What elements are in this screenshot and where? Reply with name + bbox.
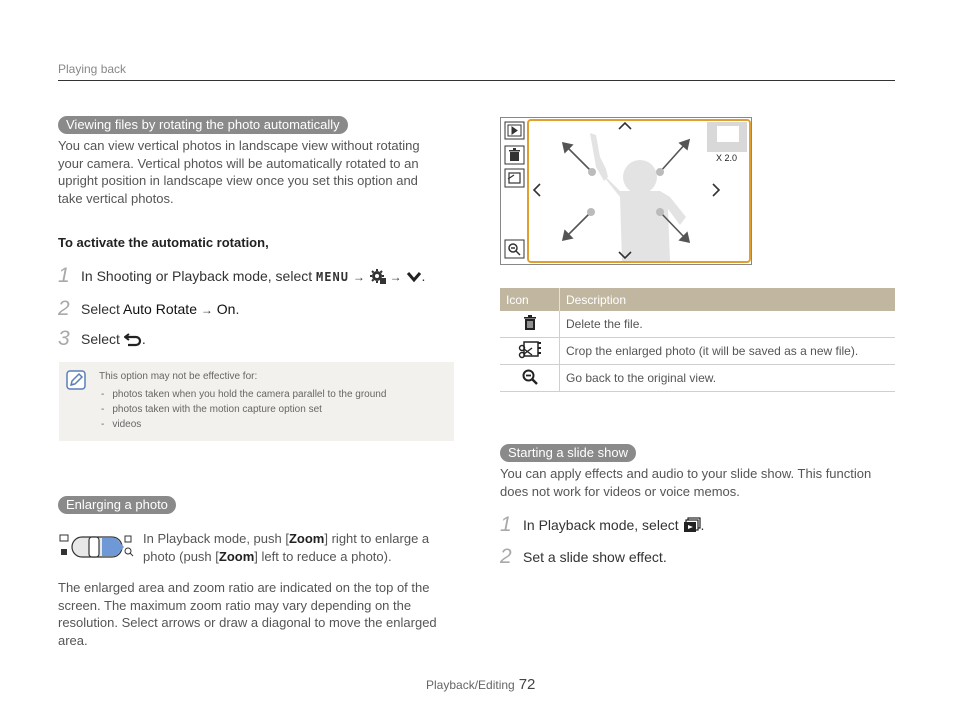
- rotate-section-title: Viewing files by rotating the photo automatically: [58, 116, 348, 134]
- zoom-key: Zoom: [288, 531, 325, 546]
- table-cell-description: Go back to the original view.: [560, 365, 896, 392]
- table-cell-description: Delete the file.: [560, 311, 896, 338]
- step-number: 3: [58, 327, 70, 350]
- note-content: This option may not be effective for: - photos taken when you hold the camera parallel to the ground - photos taken with the motion capture option set - videos: [99, 369, 444, 432]
- step-3-text: Select .: [81, 328, 146, 353]
- slideshow-description: You can apply effects and audio to your slide show. This function does not work for videos or voice memos.: [500, 466, 872, 499]
- table-row: [500, 365, 895, 392]
- note-pencil-icon: [66, 370, 86, 390]
- enlarge-description: The enlarged area and zoom ratio are indicated on the top of the screen. The maximum zoom ratio may vary depending on the resolution. Select arrows or draw a diagonal to move the enlarged area.: [58, 580, 437, 648]
- table-cell-description: Crop the enlarged photo (it will be saved as a new file).: [560, 338, 896, 365]
- slideshow-icon: [683, 517, 701, 539]
- table-row: [500, 311, 895, 338]
- on-value: On: [216, 301, 236, 317]
- zoom-instruction: In Playback mode, push [Zoom] right to enlarge a photo (push [Zoom] left to reduce a photo).: [143, 531, 430, 564]
- zoom-out-icon: [522, 374, 538, 388]
- slideshow-section-title: Starting a slide show: [500, 444, 636, 462]
- note-item: - photos taken when you hold the camera parallel to the ground: [101, 389, 387, 400]
- rotate-description: You can view vertical photos in landscape view without rotating your camera. Vertical photos will be automatically rotated to an upright position in landscape view once you set this option and take vertical photos.: [58, 138, 420, 206]
- header-divider: [58, 80, 895, 81]
- activate-title: To activate the automatic rotation,: [58, 235, 269, 250]
- step-number: 2: [500, 545, 512, 568]
- settings-gear-icon: [369, 268, 386, 290]
- page-number: 72: [518, 676, 536, 693]
- step-number: 1: [500, 513, 512, 536]
- footer-section-label: Playback/Editing: [426, 678, 515, 692]
- note-item: - videos: [101, 419, 142, 430]
- chevron-down-icon: [406, 267, 422, 289]
- slideshow-step-2-text: Set a slide show effect.: [523, 549, 667, 565]
- auto-rotate-option: Auto Rotate: [123, 301, 197, 317]
- trash-icon: [523, 320, 537, 334]
- zoom-key: Zoom: [218, 548, 255, 564]
- section-header-label: Playing back: [58, 62, 127, 76]
- crop-icon: [518, 349, 542, 363]
- back-icon: [124, 331, 142, 353]
- menu-icon: MENU: [316, 270, 349, 284]
- note-item: - photos taken with the motion capture option set: [101, 404, 322, 415]
- table-row: [500, 338, 895, 365]
- step-number: 2: [58, 297, 70, 320]
- table-header-row: [500, 288, 895, 311]
- enlarge-section-title: Enlarging a photo: [58, 496, 176, 514]
- slideshow-step-1-text: In Playback mode, select .: [523, 514, 704, 539]
- camera-screen-illustration: [500, 117, 752, 265]
- step-1-text: In Shooting or Playback mode, select MENU → → .: [81, 265, 425, 290]
- column-header-description: Description: [560, 288, 896, 311]
- step-number: 1: [58, 264, 70, 287]
- page-footer: [426, 676, 535, 693]
- column-header-icon: Icon: [500, 288, 560, 311]
- icon-table: [500, 288, 895, 392]
- zoom-lever-icon: [58, 533, 138, 561]
- step-2-text: Select Auto Rotate → On.: [81, 301, 240, 317]
- zoom-ratio-label: X 2.0: [716, 153, 738, 163]
